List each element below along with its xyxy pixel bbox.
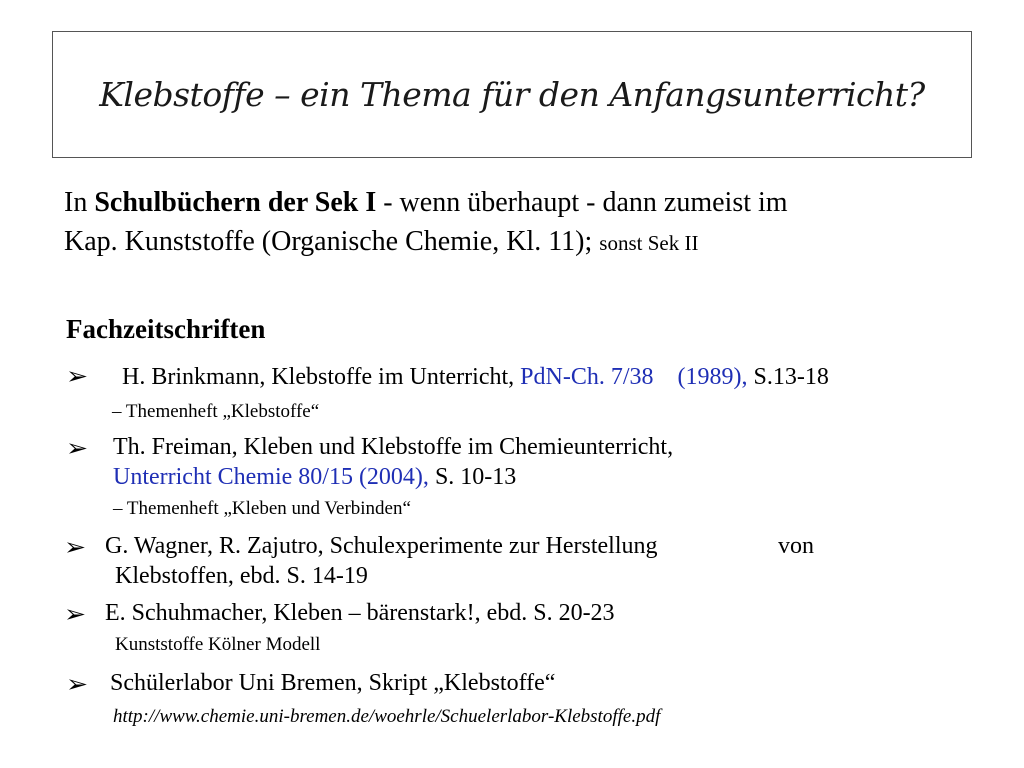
entry-4-line-1: E. Schuhmacher, Kleben – bärenstark!, ebd. S. 20-23 xyxy=(105,600,615,626)
entry-5-line-1: Schülerlabor Uni Bremen, Skript „Klebstoffe“ xyxy=(110,670,556,696)
entry-1-note: – Themenheft „Klebstoffe“ xyxy=(112,401,320,422)
entry-5 xyxy=(67,670,87,699)
entry-2 xyxy=(67,434,87,463)
arrow-bullet-icon: ➢ xyxy=(65,436,89,462)
entry-1-year: (1989), xyxy=(677,364,748,390)
entry-3-line-1 xyxy=(105,533,658,560)
intro-line-2 xyxy=(64,225,698,260)
entry-1 xyxy=(67,362,87,391)
entry-1-line xyxy=(122,364,829,391)
title-box xyxy=(52,31,972,158)
entry-4-note: Kunststoffe Kölner Modell xyxy=(115,634,321,655)
arrow-bullet-icon: ➢ xyxy=(63,602,87,628)
arrow-bullet-icon: ➢ xyxy=(63,535,87,561)
entry-3-line-1-end: von xyxy=(778,533,814,559)
arrow-bullet-icon: ➢ xyxy=(65,364,89,390)
entry-1-journal: PdN-Ch. 7/38 xyxy=(520,364,654,390)
intro-small-text: sonst Sek II xyxy=(599,231,699,255)
entry-2-line-1: Th. Freiman, Kleben und Klebstoffe im Chemieunterricht, xyxy=(113,434,674,460)
entry-1-author: H. Brinkmann, Klebstoffe im Unterricht, xyxy=(122,364,515,390)
entry-1-pages: S.13-18 xyxy=(753,364,829,390)
entry-2-line-2 xyxy=(113,464,516,491)
entry-3 xyxy=(65,533,85,562)
entry-3-text: G. Wagner, R. Zajutro, Schulexperimente zur Herstellung xyxy=(105,533,658,559)
intro-rest: - wenn überhaupt - dann zumeist im xyxy=(376,187,788,218)
entry-2-note: – Themenheft „Kleben und Verbinden“ xyxy=(113,498,411,519)
entry-4 xyxy=(65,600,85,629)
intro-lead: In xyxy=(64,187,95,218)
entry-5-url-link[interactable]: http://www.chemie.uni-bremen.de/woehrle/Schuelerlabor-Klebstoffe.pdf xyxy=(113,706,661,727)
entry-3-line-2: Klebstoffen, ebd. S. 14-19 xyxy=(115,563,368,589)
intro-bold: Schulbüchern der Sek I xyxy=(94,187,377,218)
entry-2-journal: Unterricht Chemie 80/15 (2004), xyxy=(113,464,429,490)
section-heading: Fachzeitschriften xyxy=(66,314,266,344)
slide-title: Klebstoffe – ein Thema für den Anfangsunterricht? xyxy=(99,75,925,114)
intro-line-1 xyxy=(64,186,788,220)
entry-2-pages: S. 10-13 xyxy=(434,464,517,490)
intro-line-2-text: Kap. Kunststoffe (Organische Chemie, Kl. 11); xyxy=(64,226,593,257)
arrow-bullet-icon: ➢ xyxy=(65,672,89,698)
